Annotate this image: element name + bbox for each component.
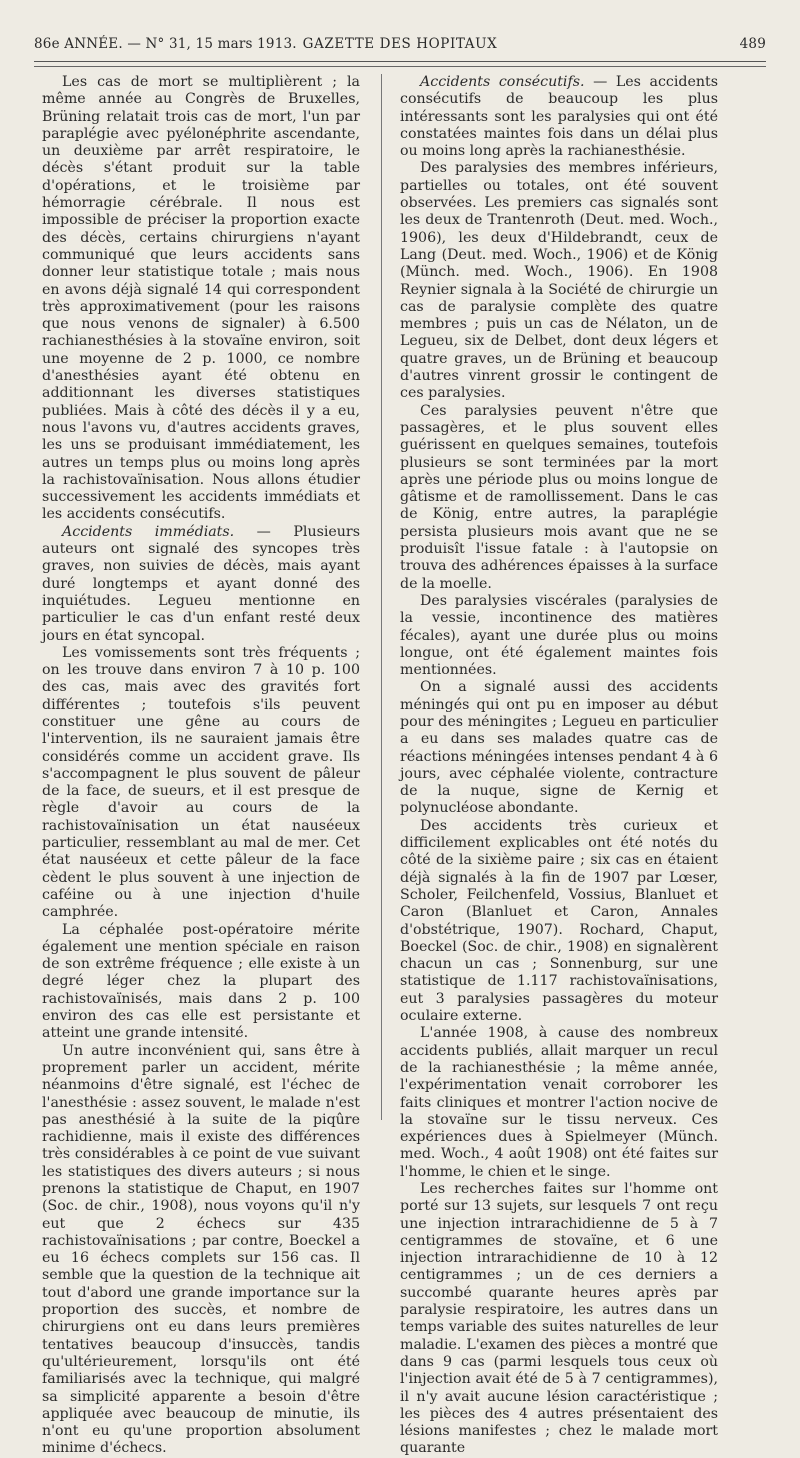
paragraph: Accidents immédiats. — Plusieurs auteurs ont signalé des syncopes très graves, non suivies de décès, mais ayant duré longtemps et ayant donné des inquiétudes. Legueu mentionne en particulier le cas d'un enfant resté deux jours en état syncopal. <box>42 523 360 644</box>
paragraph: Les vomissements sont très fréquents ; on les trouve dans environ 7 à 10 p. 100 des cas, mais avec des gravités fort différentes ; toutefois s'ils peuvent constituer une gêne au cours de l'intervention, ils ne sauraient jamais être considérés comme un accident grave. Ils s'accompagnent le plus souvent de pâleur de la face, de sueurs, et il est presque de règle d'avoir au cours de la rachistovaïnisation un état nauséeux particulier, ressemblant au mal de mer. Cet état nauséeux et cette pâleur de la face cèdent le plus souvent à une injection de caféine ou à une injection d'huile camphrée. <box>42 644 360 921</box>
left-column <box>42 74 360 1458</box>
paragraph: Des paralysies des membres inférieurs, partielles ou totales, ont été souvent observées. Les premiers cas signalés sont les deux de Trantenroth (Deut. med. Woch., 1906), les deux d'Hildebrandt, ceux de Lang (Deut. med. Woch., 1906) et de König (Münch. med. Woch., 1906). En 1908 Reynier signala à la Société de chirurgie un cas de paralysie complète des quatre membres ; puis un cas de Nélaton, un de Legueu, six de Delbet, dont deux légers et quatre graves, un de Brüning et beaucoup d'autres vinrent grossir le contingent de ces paralysies. <box>400 160 718 402</box>
header-rule-thin <box>34 66 766 67</box>
column-divider <box>381 74 382 1120</box>
section-lead: Accidents immédiats. <box>62 523 235 540</box>
paragraph: Les recherches faites sur l'homme ont porté sur 13 sujets, sur lesquels 7 ont reçu une injection intrarachidienne de 5 à 7 centigrammes de stovaïne, et 6 une injection intrarachidienne de 10 à 12 centigrammes ; un de ces derniers a succombé quarante heures après par paralysie respiratoire, les autres dans un temps variable des suites naturelles de leur maladie. L'examen des pièces a montré que dans 9 cas (parmi lesquels tous ceux où l'injection avait été de 5 à 7 centigrammes), il n'y avait aucune lésion caractéristique ; les pièces des 4 autres présentaient des lésions manifestes ; chez le malade mort quarante <box>400 1181 718 1457</box>
paragraph: Ces paralysies peuvent n'être que passagères, et le plus souvent elles guérissent en quelques semaines, toutefois plusieurs se sont terminées par la mort après une période plus ou moins longue de gâtisme et de ramollissement. Dans le cas de König, entre autres, la paraplégie persista plusieurs mois avant que ne se produisît l'issue fatale : à l'autopsie on trouva des adhérences épaisses à la surface de la moelle. <box>400 402 718 592</box>
paragraph: On a signalé aussi des accidents méningés qui ont pu en imposer au début pour des méningites ; Legueu en particulier a eu dans ses malades quatre cas de réactions méningées intenses pendant 4 à 6 jours, avec céphalée violente, contracture de la nuque, signe de Kernig et polynucléose abondante. <box>400 679 718 817</box>
paragraph: Des paralysies viscérales (paralysies de la vessie, incontinence des matières fécales), ayant une durée plus ou moins longue, ont été également maintes fois mentionnées. <box>400 592 718 679</box>
right-column <box>400 74 718 1458</box>
paragraph: Des accidents très curieux et difficilement explicables ont été notés du côté de la sixième paire ; six cas en étaient déjà signalés à la fin de 1907 par Lœser, Scholer, Feilchenfeld, Vossius, Blanluet et Caron (Blanluet et Caron, Annales d'obstétrique, 1907). Rochard, Chaput, Boeckel (Soc. de chir., 1908) en signalèrent chacun un cas ; Sonnenburg, sur une statistique de 1.117 rachistovaïnisations, eut 3 paralysies passagères du moteur oculaire externe. <box>400 817 718 1025</box>
section-lead: Accidents consécutifs. <box>420 74 585 90</box>
paragraph: Un autre inconvénient qui, sans être à proprement parler un accident, mérite néanmoins d'être signalé, est l'échec de l'anesthésie : assez souvent, le malade n'est pas anesthésié à la suite de la piqûre rachidienne, mais il existe des différences très considérables à ce point de vue suivant les statistiques des divers auteurs ; si nous prenons la statistique de Chaput, en 1907 (Soc. de chir., 1908), nous voyons qu'il n'y eut que 2 échecs sur 435 rachistovaïnisations ; par contre, Boeckel a eu 16 échecs complets sur 156 cas. Il semble que la question de la technique ait tout d'abord une grande importance sur la proportion des succès, et nombre de chirurgiens ont eu dans leurs premières tentatives beaucoup d'insuccès, tandis qu'ultérieurement, lorsqu'ils ont été familiarisés avec la technique, qui malgré sa simplicité apparente a besoin d'être appliquée avec beaucoup de minutie, ils n'ont eu qu'une proportion absolument minime d'échecs. <box>42 1042 360 1457</box>
running-header <box>34 36 766 58</box>
issue-info: 86e ANNÉE. — N° 31, 15 mars 1913. <box>34 36 297 52</box>
page-number: 489 <box>739 36 766 52</box>
journal-title: GAZETTE DES HOPITAUX <box>302 36 498 52</box>
paragraph: L'année 1908, à cause des nombreux accidents publiés, allait marquer un recul de la rachianesthésie ; la même année, l'expérimentation venait corroborer les faits cliniques et montrer l'action nocive de la stovaïne sur le tissu nerveux. Ces expériences dues à Spielmeyer (Münch. med. Woch., 4 août 1908) ont été faites sur l'homme, le chien et le singe. <box>400 1025 718 1180</box>
paragraph: La céphalée post-opératoire mérite également une mention spéciale en raison de son extrême fréquence ; elle existe à un degré léger chez la plupart des rachistovaïnisés, mais dans 2 p. 100 environ des cas elle est persistante et atteint une grande intensité. <box>42 921 360 1042</box>
paragraph: Les cas de mort se multiplièrent ; la même année au Congrès de Bruxelles, Brüning relatait trois cas de mort, l'un par paraplégie avec pyélonéphrite ascendante, un deuxième par arrêt respiratoire, le décès s'étant produit sur la table d'opérations, et le troisième par hémorragie cérébrale. Il nous est impossible de préciser la proportion exacte des décès, certains chirurgiens n'ayant communiqué que leurs accidents sans donner leur statistique totale ; mais nous en avons déjà signalé 14 qui correspondent très approximativement (pour les raisons que nous venons de signaler) à 6.500 rachianesthésies à la stovaïne environ, soit une moyenne de 2 p. 1000, ce nombre d'anesthésies ayant été obtenu en additionnant les diverses statistiques publiées. Mais à côté des décès il y a eu, nous l'avons vu, d'autres accidents graves, les uns se produisant immédiatement, les autres un temps plus ou moins long après la rachistovaïnisation. Nous allons étudier successivement les accidents immédiats et les accidents consécutifs. <box>42 74 360 523</box>
header-rule <box>34 61 766 62</box>
paragraph: Accidents consécutifs. — Les accidents consécutifs de beaucoup les plus intéressants sont les paralysies qui ont été constatées maintes fois dans un délai plus ou moins long après la rachianesthésie. <box>400 74 718 160</box>
